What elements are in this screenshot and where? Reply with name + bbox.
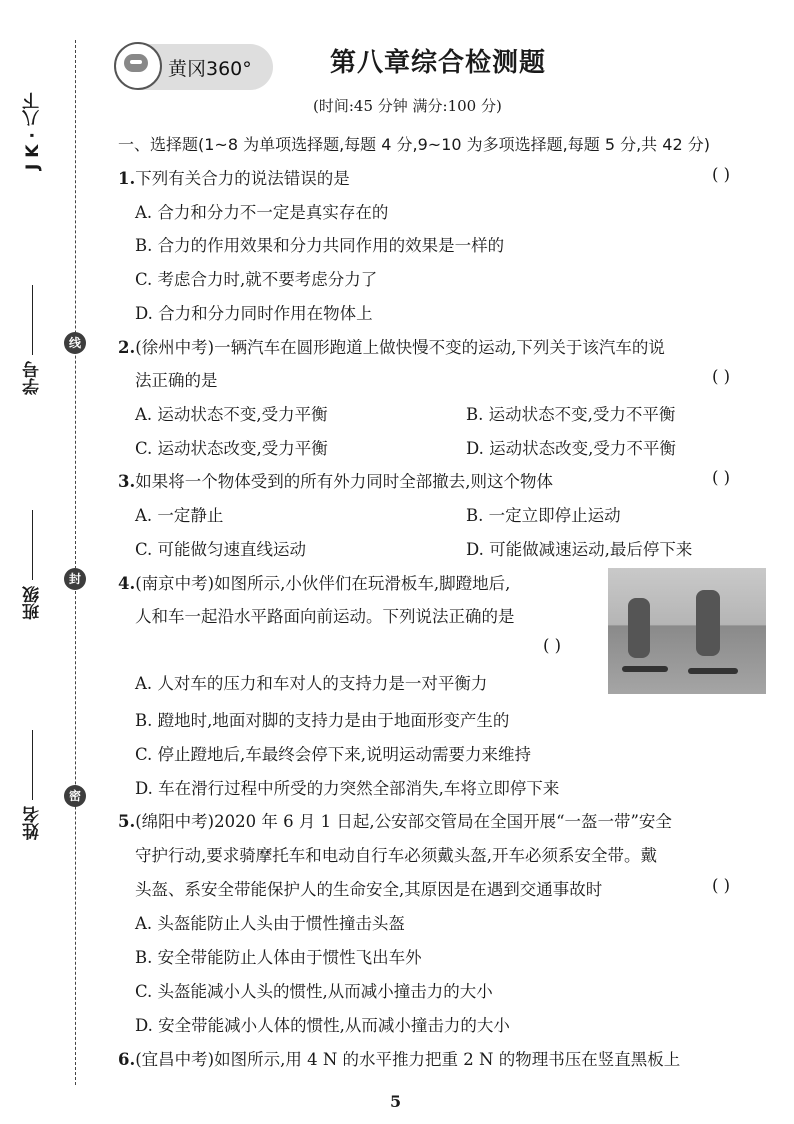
exam-info: (时间:45 分钟 满分:100 分) [313,97,502,115]
q1-option-b[interactable]: B. 合力的作用效果和分力共同作用的效果是一样的 [135,236,505,255]
question-text: (南京中考)如图所示,小伙伴们在玩滑板车,脚蹬地后, [135,574,511,593]
kid-figure-left [628,598,650,658]
q4-option-b[interactable]: B. 蹬地时,地面对脚的支持力是由于地面形变产生的 [135,711,510,730]
question-2-stem-cont: 法正确的是 [135,371,218,390]
name-field [20,690,56,840]
question-text: (宜昌中考)如图所示,用 4 N 的水平推力把重 2 N 的物理书压在竖直黑板上 [135,1050,681,1069]
question-text: (绵阳中考)2020 年 6 月 1 日起,公安部交管局在全国开展“一盔一带”安全 [135,812,672,831]
q1-option-a[interactable]: A. 合力和分力不一定是真实存在的 [135,203,389,222]
q4-option-c[interactable]: C. 停止蹬地后,车最终会停下来,说明运动需要力来维持 [135,745,532,764]
q3-option-a[interactable]: A. 一定静止 [135,506,224,525]
scooter-right [688,668,738,674]
q1-option-d[interactable]: D. 合力和分力同时作用在物体上 [135,304,373,323]
name-blank[interactable] [33,730,34,800]
q3-option-c[interactable]: C. 可能做匀速直线运动 [135,540,307,559]
question-1-stem [118,165,350,189]
name-label: 姓名 [23,806,43,840]
seal-mark-secret: 密 [64,785,86,807]
answer-blank-2[interactable]: ( ) [712,367,731,386]
question-5-stem [118,808,672,832]
question-4-stem-cont: 人和车一起沿水平路面向前运动。下列说法正确的是 [135,607,515,626]
answer-blank-1[interactable]: ( ) [712,165,731,184]
student-id-label: 学号 [23,361,43,395]
answer-blank-5[interactable]: ( ) [712,876,731,895]
q2-option-c[interactable]: C. 运动状态改变,受力平衡 [135,439,328,458]
q2-option-d[interactable]: D. 运动状态改变,受力不平衡 [466,439,676,458]
edition-text: J K · 八下 [23,92,43,170]
question-text: 下列有关合力的说法错误的是 [135,169,350,188]
seal-mark-line: 线 [64,332,86,354]
publisher-logo-icon [114,42,162,90]
page-number: 5 [390,1092,402,1111]
scooter-kids-photo [608,568,766,694]
question-number: 2. [118,338,136,357]
publisher-badge [118,44,273,90]
question-6-stem [118,1046,680,1070]
q5-option-d[interactable]: D. 安全带能减小人体的惯性,从而减小撞击力的大小 [135,1016,510,1035]
question-number: 4. [118,574,136,593]
kid-figure-right [696,590,720,656]
student-id-field [20,245,56,395]
q5-option-b[interactable]: B. 安全带能防止人体由于惯性飞出车外 [135,948,422,967]
question-number: 1. [118,169,136,188]
question-text: (徐州中考)一辆汽车在圆形跑道上做快慢不变的运动,下列关于该汽车的说 [135,338,665,357]
q2-option-a[interactable]: A. 运动状态不变,受力平衡 [135,405,328,424]
class-field [20,470,56,620]
question-2-stem [118,334,665,358]
q4-option-d[interactable]: D. 车在滑行过程中所受的力突然全部消失,车将立即停下来 [135,779,560,798]
q1-option-c[interactable]: C. 考虑合力时,就不要考虑分力了 [135,270,378,289]
question-number: 5. [118,812,136,831]
seal-mark-seal: 封 [64,568,86,590]
page-title: 第八章综合检测题 [330,48,547,78]
question-number: 6. [118,1050,136,1069]
question-number: 3. [118,472,136,491]
class-label: 班级 [23,586,43,620]
question-3-stem [118,468,553,492]
question-4-stem [118,570,510,594]
question-5-stem-cont-1: 守护行动,要求骑摩托车和电动自行车必须戴头盔,开车必须系安全带。戴 [135,846,657,865]
class-blank[interactable] [33,510,34,580]
badge-text: 黄冈360° [168,58,252,80]
question-text: 如果将一个物体受到的所有外力同时全部撤去,则这个物体 [135,472,553,491]
q3-option-d[interactable]: D. 可能做减速运动,最后停下来 [466,540,693,559]
scooter-left [622,666,668,672]
answer-blank-3[interactable]: ( ) [712,468,731,487]
edition-label [20,60,56,170]
q3-option-b[interactable]: B. 一定立即停止运动 [466,506,621,525]
binding-dashed-line [75,40,76,1085]
q5-option-a[interactable]: A. 头盔能防止人头由于惯性撞击头盔 [135,914,405,933]
student-id-blank[interactable] [33,285,34,355]
section-heading: 一、选择题(1~8 为单项选择题,每题 4 分,9~10 为多项选择题,每题 5 分,共 42 分) [118,135,710,154]
q5-option-c[interactable]: C. 头盔能减小人头的惯性,从而减小撞击力的大小 [135,982,493,1001]
q2-option-b[interactable]: B. 运动状态不变,受力不平衡 [466,405,676,424]
answer-blank-4[interactable]: ( ) [543,636,562,655]
question-5-stem-cont-2: 头盔、系安全带能保护人的生命安全,其原因是在遇到交通事故时 [135,880,603,899]
q4-option-a[interactable]: A. 人对车的压力和车对人的支持力是一对平衡力 [135,674,488,693]
